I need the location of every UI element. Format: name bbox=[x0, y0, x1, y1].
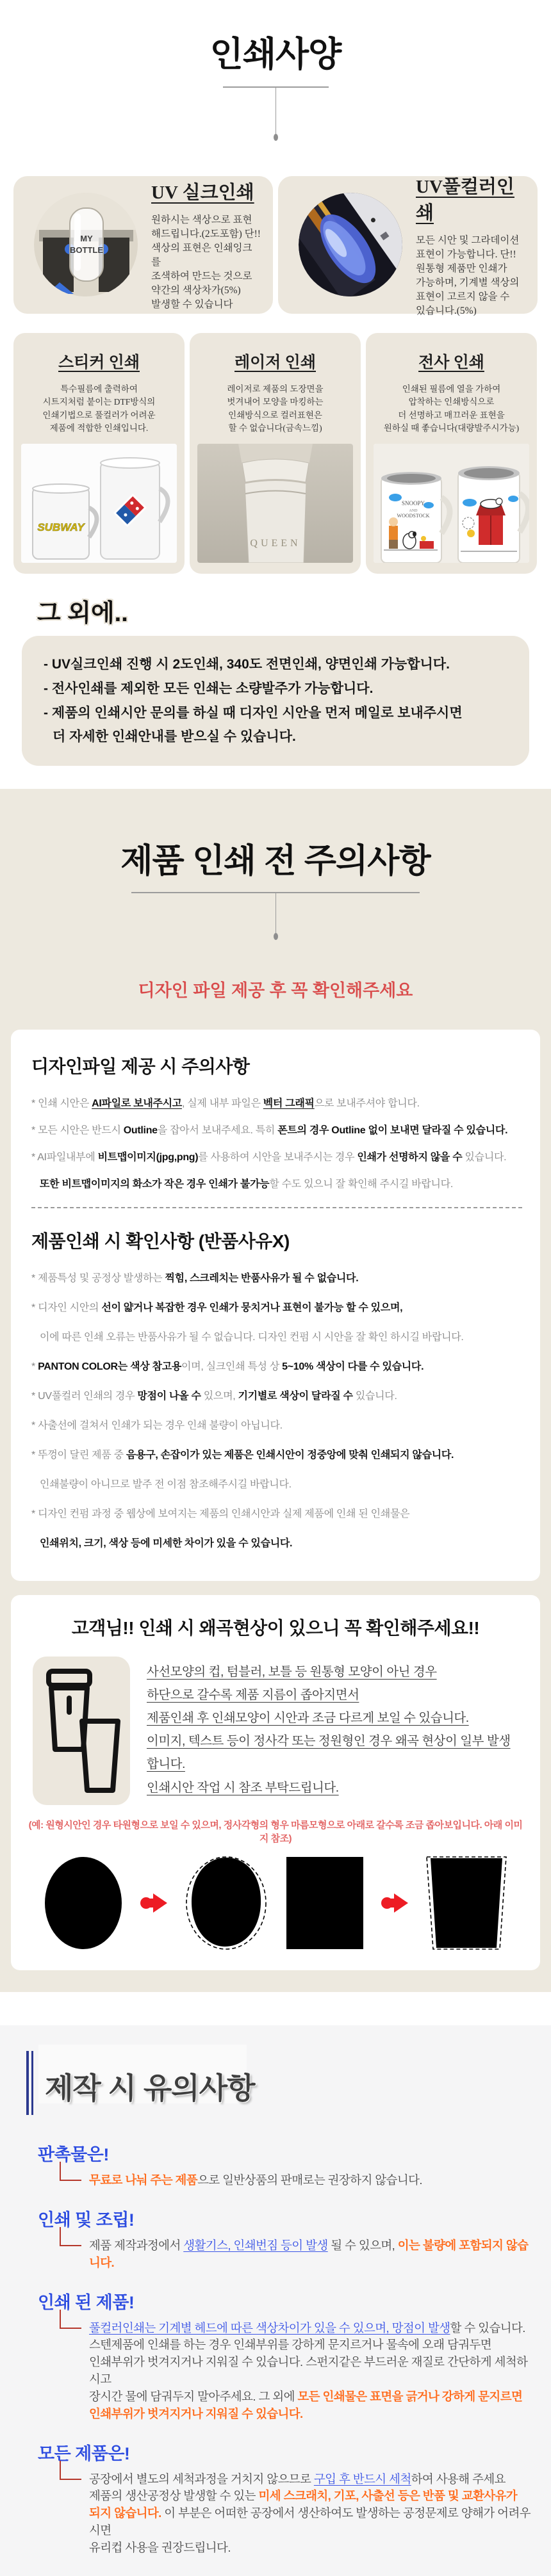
dashed-divider bbox=[31, 1207, 522, 1208]
check-bullet: * 디자인 컨펌 과정 중 웹상에 보여지는 제품의 인쇄시안과 실제 제품에 인쇄 된 인쇄물은 bbox=[31, 1509, 410, 1520]
laser-print-title: 레이저 인쇄 bbox=[234, 354, 316, 371]
snoopy-mugs-photo bbox=[374, 444, 529, 563]
double-bar-decoration bbox=[26, 2051, 33, 2115]
distortion-heading: 고객님!! 인쇄 시 왜곡현상이 있으니 꼭 확인해주세요!! bbox=[71, 1618, 480, 1639]
etc-line: 더 자세한 인쇄안내를 받으실 수 있습니다. bbox=[53, 729, 296, 745]
circle-original-shape bbox=[43, 1856, 124, 1950]
sticker-print-title: 스티커 인쇄 bbox=[58, 354, 140, 371]
item-body: 풀컬러인쇄는 기계별 헤드에 따른 색상차이가 있을 수 있으며, 망점이 발생할 수 있습니다. 스텐제품에 인쇄를 하는 경우 인쇄부위를 강하게 문지르거나 물속에 오래 담궈두면 인쇄부위가 벗겨지거나 지워질 수 있습니다. 스펀지같은 부드러운 재질로 간단하게 세척하시고 장시간 물에 담궈두지 말아주세요. 그 외에 모든 인쇄물은 표면을 긁거나 강하게 문지르면 인쇄부위가 벗겨지거나 지워질 수 있습니다. bbox=[89, 2320, 538, 2423]
item-label: 모든 제품은! bbox=[38, 2443, 130, 2463]
subway-logo-text: SUBWAY bbox=[37, 521, 85, 533]
etc-line: - 전사인쇄를 제외한 모든 인쇄는 소량발주가 가능합니다. bbox=[44, 681, 374, 696]
production-item-all-products bbox=[0, 2440, 551, 2557]
section-spacer bbox=[0, 1992, 551, 2025]
uv-silk-desc: 원하시는 색상으로 표현 해드립니다.(2도포함) 단!! 색상의 표현은 인쇄잉크를 조색하여 만드는 것으로 약간의 색상차가(5%) 발생할 수 있습니다 bbox=[151, 215, 261, 310]
design-bullet: * AI파일내부에 비트맵이미지(jpg,png)를 사용하여 시안을 보내주시는 경우 인쇄가 선명하지 않을 수 있습니다. bbox=[31, 1152, 507, 1163]
laser-tumbler-photo bbox=[197, 444, 353, 563]
laser-print-card bbox=[190, 333, 361, 574]
production-title: 제작 시 유의사항 bbox=[45, 2071, 255, 2105]
uv-fullcolor-title: UV풀컬러인쇄 bbox=[416, 176, 514, 223]
production-title-block bbox=[16, 2054, 551, 2124]
snoopy-text-3: WOODSTOCK bbox=[397, 513, 430, 519]
etc-line: - UV실크인쇄 진행 시 2도인쇄, 340도 전면인쇄, 양면인쇄 가능합니다. bbox=[44, 657, 450, 672]
queen-logo-text: QUEEN bbox=[250, 538, 301, 549]
title-connector-line bbox=[0, 86, 551, 148]
uv-fullcolor-card bbox=[278, 176, 538, 314]
red-arrow-icon bbox=[381, 1891, 409, 1915]
design-card-heading: 디자인파일 제공 시 주의사항 bbox=[31, 1057, 250, 1077]
check-bullet: 인쇄위치, 크기, 색상 등에 미세한 차이가 있을 수 있습니다. bbox=[40, 1538, 293, 1550]
sticker-print-desc: 특수필름에 출력하여 시트지처럼 붙이는 DTF방식의 인쇄기법으로 풀컬러가 어려운 제품에 적합한 인쇄입니다. bbox=[42, 384, 156, 433]
uv-fullcolor-desc: 모든 시안 및 그라데이션 표현이 가능합니다. 단!! 원통형 제품만 인쇄가 가능하며, 기계별 색상의 표현이 고르지 않을 수 있습니다.(5%) bbox=[416, 234, 520, 316]
check-bullet: * 디자인 시안의 선이 얇거나 복잡한 경우 인쇄가 뭉치거나 표현이 불가능 할 수 있으며, bbox=[31, 1302, 403, 1314]
square-distorted-shape bbox=[425, 1856, 508, 1950]
design-file-card bbox=[11, 1030, 540, 1581]
etc-line: - 제품의 인쇄시안 문의를 하실 때 디자인 시안을 먼저 메일로 보내주시면 bbox=[44, 705, 463, 720]
item-label: 인쇄 및 조립! bbox=[38, 2210, 135, 2230]
design-bullet: 또한 비트맵이미지의 화소가 작은 경우 인쇄가 불가능할 수도 있으니 잘 확인해 주시길 바랍니다. bbox=[40, 1179, 453, 1190]
transfer-print-desc: 인쇄된 필름에 열을 가하여 압착하는 인쇄방식으로 더 선명하고 매끄러운 표현을 원하실 때 좋습니다(대량발주시가능) bbox=[383, 384, 520, 433]
check-card-heading: 제품인쇄 시 확인사항 (반품사유X) bbox=[31, 1231, 290, 1252]
uv-silk-title: UV 실크인쇄 bbox=[151, 182, 254, 203]
circle-distorted-shape bbox=[184, 1856, 268, 1950]
sticker-mugs-photo bbox=[21, 444, 177, 563]
uv-silk-printer-photo bbox=[34, 193, 138, 297]
precaution-title: 제품 인쇄 전 주의사항 bbox=[120, 843, 431, 880]
laser-print-desc: 레이저로 제품의 도장면을 벗겨내어 모양을 마킹하는 인쇄방식으로 컬러표현은 할 수 없습니다(금속느낌) bbox=[227, 384, 324, 433]
production-caution-section bbox=[0, 2025, 551, 2575]
transfer-print-card bbox=[366, 333, 537, 574]
production-item-printed bbox=[0, 2288, 551, 2423]
red-arrow-icon bbox=[140, 1891, 168, 1915]
design-bullet: * 인쇄 시안은 AI파일로 보내주시고, 실제 내부 파일은 벡터 그래픽으로 보내주셔야 합니다. bbox=[31, 1098, 420, 1110]
snoopy-text-2: AND bbox=[409, 509, 418, 513]
design-bullet: * 모든 시안은 반드시 Outline을 잡아서 보내주세요. 특히 폰트의 경우 Outline 없이 보내면 달라질 수 있습니다. bbox=[31, 1125, 508, 1137]
distortion-shapes bbox=[43, 1855, 508, 1951]
etc-title: 그 외에.. bbox=[37, 600, 128, 627]
distortion-description: 사선모양의 컵, 텀블러, 보틀 등 원통형 모양이 아닌 경우 하단으로 갈수록 제품 지름이 좁아지면서 제품인쇄 후 인쇄모양이 시안과 조금 다르게 보일 수 있습니다. 이미지, 텍스트 등이 정사각 또는 정원형인 경우 왜곡 현상이 일부 발생합니다. 인쇄시안 작업 시 참조 부탁드립니다. bbox=[147, 1665, 511, 1795]
item-label: 인쇄 된 제품! bbox=[38, 2292, 135, 2312]
uv-fullcolor-printer-photo bbox=[299, 193, 403, 297]
precaution-connector-line bbox=[0, 892, 551, 953]
item-label: 판촉물은! bbox=[38, 2145, 109, 2165]
check-bullet: * 사출선에 걸쳐서 인쇄가 되는 경우 인쇄 불량이 아닙니다. bbox=[31, 1420, 283, 1432]
square-original-shape bbox=[285, 1856, 365, 1950]
page-title: 인쇄사양 bbox=[210, 35, 341, 74]
etc-info-box bbox=[22, 636, 529, 766]
distortion-example-note: (예: 원형시안인 경우 타원형으로 보일 수 있으며, 정사각형의 형우 마름모형으로 아래로 갈수록 조금 좁아보입니다. 아래 이미지 참조) bbox=[28, 1820, 523, 1845]
design-file-notice: 디자인 파일 제공 후 꼭 확인해주세요 bbox=[138, 981, 413, 1001]
transfer-print-title: 전사 인쇄 bbox=[418, 354, 484, 371]
sticker-print-card bbox=[13, 333, 185, 574]
my-bottle-label-1: MY bbox=[80, 234, 93, 243]
production-item-assembly bbox=[0, 2206, 551, 2272]
print-spec-section bbox=[0, 0, 551, 789]
item-body: 제품 제작과정에서 생활기스, 인쇄번짐 등이 발생 될 수 있으며, 이는 불량에 포함되지 않습니다. bbox=[89, 2237, 538, 2272]
item-body: 공장에서 별도의 세척과정을 거치지 않으므로 구입 후 반드시 세척하여 사용해 주세요 제품의 생산공정상 발생할 수 있는 미세 스크래치, 기포, 사출선 등은 반품 및 교환사유가 되지 않습니다. 이 부분은 어떠한 공장에서 생산하여도 발생하는 공정문제로 양해가 어려우시면 유리컵 사용을 권장드립니다. bbox=[89, 2471, 538, 2557]
distortion-card bbox=[11, 1595, 540, 1970]
check-bullet: * PANTON COLOR는 색상 참고용이며, 실크인쇄 특성 상 5~10% 색상이 다를 수 있습니다. bbox=[31, 1361, 424, 1373]
method-cards-row bbox=[13, 333, 538, 574]
tumbler-cup-icon bbox=[33, 1657, 130, 1805]
item-body: 무료로 나눠 주는 제품으로 일반상품의 판매로는 권장하지 않습니다. bbox=[89, 2172, 538, 2189]
precaution-section bbox=[0, 789, 551, 1992]
check-bullet: 인쇄불량이 아니므로 발주 전 이점 참조해주시길 바랍니다. bbox=[40, 1479, 292, 1491]
check-list bbox=[31, 1227, 522, 1550]
snoopy-text-1: SNOOPY bbox=[401, 500, 425, 506]
check-bullet: * UV풀컬러 인쇄의 경우 망점이 나올 수 있으며, 기기별로 색상이 달라질 수 있습니다. bbox=[31, 1391, 397, 1402]
uv-silk-card bbox=[13, 176, 273, 314]
check-bullet: * 뚜껑이 달린 제품 중 음용구, 손잡이가 있는 제품은 인쇄시안이 정중앙에 맞춰 인쇄되지 않습니다. bbox=[31, 1450, 454, 1461]
production-item-promo bbox=[0, 2141, 551, 2189]
check-bullet: 이에 따른 인쇄 오류는 반품사유가 될 수 없습니다. 디자인 컨펌 시 시안을 잘 확인 하시길 바랍니다. bbox=[40, 1332, 464, 1343]
my-bottle-label-2: BOTTLE bbox=[70, 245, 103, 255]
check-bullet: * 제품특성 및 공정상 발생하는 찍힘, 스크레치는 반품사유가 될 수 없습니다. bbox=[31, 1273, 359, 1284]
uv-cards-row bbox=[13, 176, 538, 314]
